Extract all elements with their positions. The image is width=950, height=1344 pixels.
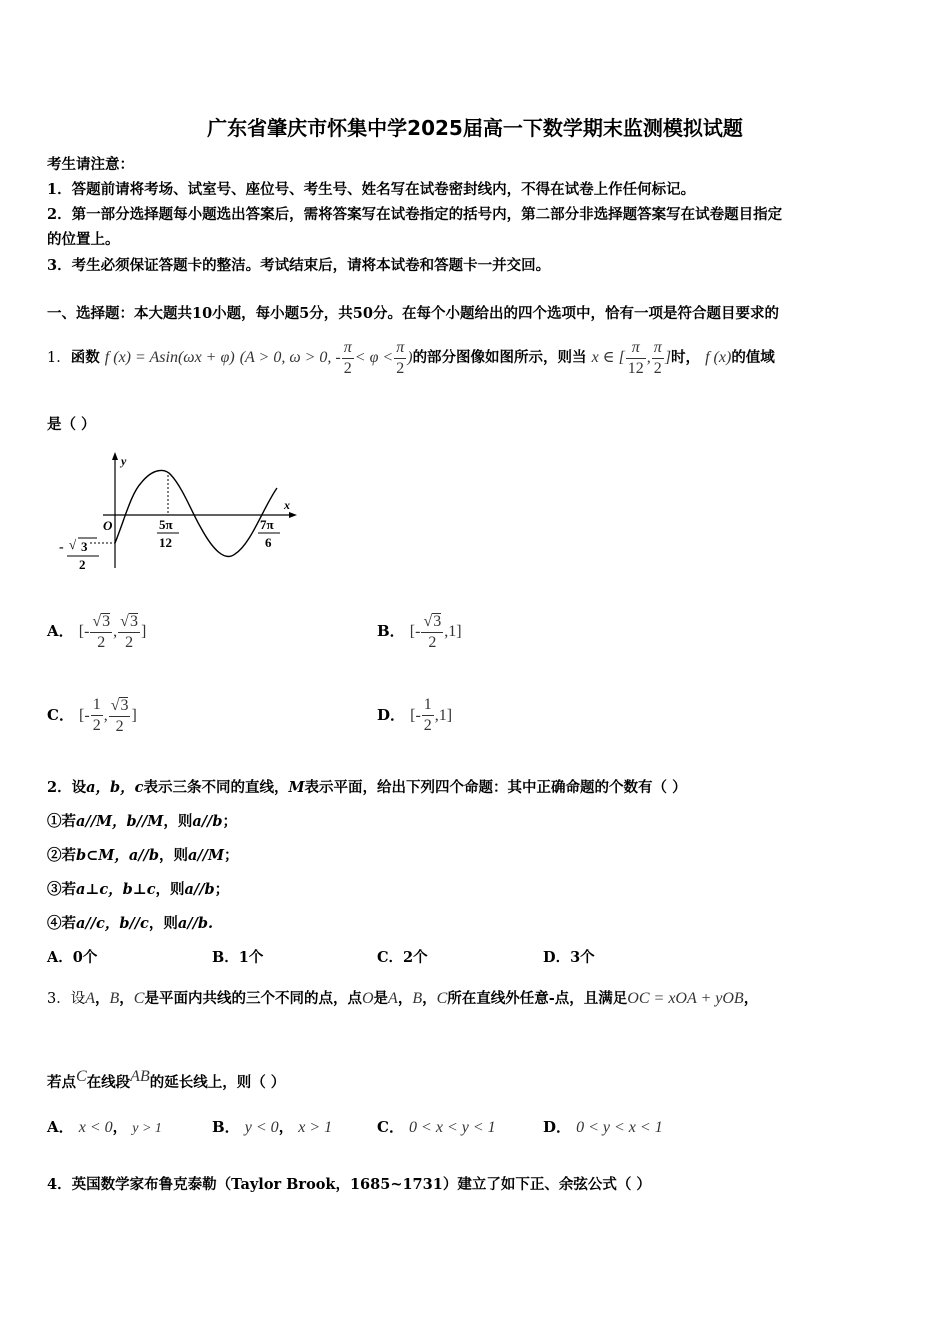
q2-p-then: ，则 — [158, 847, 188, 864]
q2-p-concl: a//b — [192, 813, 223, 830]
opt-open: [- — [79, 707, 90, 724]
q3-lead: 3．设 — [47, 991, 86, 1007]
question-2-stem — [47, 776, 687, 797]
q2-p-cond: a//c，b//c — [76, 915, 149, 932]
den: 2 — [115, 717, 124, 735]
q2-lines: a，b，c — [86, 779, 144, 796]
frac-den: 2 — [396, 359, 405, 377]
neg-sign: - — [59, 540, 64, 555]
q2-p-end: ； — [224, 847, 239, 864]
q2-p-end: ； — [214, 881, 230, 898]
den: 2 — [97, 633, 106, 651]
q2-lead: 2．设 — [47, 779, 87, 796]
q3-option-b[interactable] — [212, 1112, 332, 1143]
frac-num: π — [342, 340, 354, 359]
sine-curve — [115, 470, 277, 556]
q1-fx: f (x) — [705, 349, 732, 366]
q3-comma: ， — [119, 990, 134, 1007]
q3-line2 — [47, 1062, 285, 1098]
q1-func: f (x) = Asin(ωx + φ) — [104, 349, 235, 366]
frac-den: 12 — [627, 359, 644, 377]
num: 1 — [91, 697, 103, 716]
question-3-stem — [47, 984, 758, 1014]
q3-point-c: C — [436, 990, 448, 1007]
question-4-stem: 4．英国数学家布鲁克泰勒（Taylor Brook，1685~1731）建立了如下正、余弦公式（ ） — [47, 1176, 651, 1193]
opt-sep: , — [103, 707, 108, 724]
q3-point-c: C — [133, 990, 145, 1007]
q3-line2-b: 在线段 — [86, 1074, 131, 1091]
opt-sep: ， — [112, 1119, 128, 1136]
q3-seg2: 是 — [373, 990, 389, 1007]
q3-option-c[interactable] — [377, 1112, 496, 1143]
opt-sep: ， — [278, 1119, 294, 1136]
tick-7pi-num: 7π — [260, 517, 274, 532]
frac-1-2 — [422, 697, 434, 734]
frac-den: 2 — [343, 359, 352, 377]
q1-cond-a: (A > 0, ω > 0, - — [239, 349, 341, 366]
q3-option-a[interactable] — [47, 1112, 162, 1144]
q3-point-a: A — [388, 990, 398, 1007]
notice-item-2-cont: 的位置上。 — [47, 231, 120, 248]
neg-radical: √ — [69, 537, 77, 552]
q3-option-d[interactable] — [543, 1112, 663, 1143]
question-1-stem — [47, 336, 775, 380]
q3-point-b: B — [109, 990, 120, 1007]
frac-den: 2 — [653, 359, 662, 377]
notice-item-1: 1．答题前请将考场、试室号、座位号、考生号、姓名写在试卷密封线内，不得在试卷上作任何标记。 — [47, 181, 696, 198]
den: 2 — [125, 633, 134, 651]
tick-5pi-den: 12 — [159, 535, 172, 550]
option-label: A． — [47, 622, 74, 640]
q2-tail: 表示平面，给出下列四个命题：其中正确命题的个数有（ ） — [304, 779, 687, 796]
q1-bracket-close: ] — [664, 349, 672, 366]
q1-frac-3 — [626, 340, 646, 377]
q1-interval — [591, 338, 672, 377]
frac-num: π — [652, 340, 664, 359]
frac-sqrt3-2: $\frac{√3}{2}$ — [423, 612, 442, 651]
opt-open: [- — [410, 707, 421, 724]
opt-expr: 0 < y < x < 1 — [576, 1119, 663, 1136]
den: 2 — [423, 717, 432, 734]
q1-frac-4 — [652, 340, 664, 377]
root: 3 — [120, 696, 129, 714]
notice-heading: 考生请注意： — [47, 156, 134, 173]
q2-p-concl: a//b. — [177, 915, 214, 932]
y-axis-arrow — [112, 452, 118, 460]
q2-proposition-2 — [47, 844, 239, 865]
q3-point-a: A — [85, 990, 96, 1007]
option-label: C． — [377, 1118, 404, 1136]
q2-p-lead: ③若 — [47, 881, 76, 898]
notice-item-3: 3．考生必须保证答题卡的整洁。考试结束后，请将本试卷和答题卡一并交回。 — [47, 257, 551, 274]
opt-expr: x < 0 — [78, 1119, 113, 1136]
option-label: D． — [543, 1118, 572, 1136]
q3-seg1: 是平面内共线的三个不同的点，点 — [144, 990, 362, 1007]
q1-option-b[interactable] — [377, 606, 462, 657]
q2-option-d[interactable]: D．3个 — [543, 949, 595, 966]
q1-frac-2 — [394, 340, 406, 377]
opt-open: [- — [409, 623, 421, 640]
q1-comma: , — [646, 349, 651, 366]
neg-root: 3 — [81, 539, 88, 554]
opt-tail: ,1] — [444, 623, 462, 640]
q3-point-c: C — [76, 1068, 87, 1085]
opt-sep: , — [113, 623, 118, 640]
q2-p-then: ，则 — [163, 813, 193, 830]
q2-option-b[interactable]: B．1个 — [212, 949, 264, 966]
q3-seg3: 所在直线外任意-点，且满足 — [447, 990, 628, 1007]
frac-sqrt3-2: $\frac{√3}{2}$ — [120, 612, 138, 651]
root: 3 — [433, 612, 442, 630]
origin-label: O — [103, 518, 113, 533]
q1-lt-phi: < φ < — [354, 349, 394, 366]
q1-number: 1． — [47, 350, 71, 366]
q1-sine-graph — [55, 448, 305, 574]
q2-proposition-4 — [47, 912, 213, 933]
frac-sqrt3-2: $\frac{√3}{2}$ — [110, 696, 129, 735]
frac-num: π — [626, 340, 646, 359]
page-title: 广东省肇庆市怀集中学2025届高一下数学期末监测模拟试题 — [207, 116, 743, 140]
q3-comma-end: ， — [743, 990, 759, 1007]
option-label: C． — [47, 706, 74, 724]
root: 3 — [102, 612, 111, 630]
q3-comma: ， — [95, 990, 110, 1007]
q1-frac-1 — [342, 340, 354, 377]
q3-point-o: O — [361, 990, 374, 1007]
option-label: D． — [377, 706, 406, 724]
q2-p-lead: ④若 — [47, 915, 76, 932]
x-label: x — [284, 498, 290, 512]
q3-point-b: B — [412, 990, 423, 1007]
q2-p-then: ，则 — [155, 881, 185, 898]
opt-open: [- — [78, 623, 90, 640]
q2-p-cond: b⊂M，a//b — [76, 847, 159, 864]
q2-proposition-1 — [47, 810, 237, 831]
den: 2 — [92, 717, 101, 734]
opt-tail: ,1] — [434, 707, 453, 724]
q1-tail: 的值域 — [731, 349, 775, 366]
den: 2 — [428, 633, 437, 651]
q2-p-end: ； — [222, 813, 237, 830]
q1-x-in: x ∈ [ — [591, 349, 625, 366]
x-axis-arrow — [289, 512, 297, 518]
q2-p-cond: a⊥c，b⊥c — [76, 881, 156, 898]
frac-num: π — [394, 340, 406, 359]
q2-mid: 表示三条不同的直线， — [143, 779, 289, 796]
frac-1-2 — [91, 697, 103, 734]
q3-segment-ab: AB — [130, 1068, 150, 1085]
q2-p-cond: a//M，b//M — [76, 813, 164, 830]
q1-close-paren: ) — [407, 349, 413, 366]
q3-vector-formula: OC = xOA + yOB — [627, 990, 744, 1007]
q2-p-lead: ②若 — [47, 847, 76, 864]
q2-option-c[interactable]: C．2个 — [377, 949, 428, 966]
q1-pre: 函数 — [70, 349, 100, 366]
q3-line2-c: 的延长线上，则（ ） — [149, 1074, 286, 1091]
q1-option-a[interactable] — [47, 606, 146, 657]
notice-item-2: 2．第一部分选择题每小题选出答案后，需将答案写在试卷指定的括号内，第二部分非选择题答案写在试卷题目指定 — [47, 206, 783, 223]
q2-proposition-3 — [47, 878, 229, 899]
q1-option-c[interactable] — [47, 690, 137, 741]
q1-shi: 时， — [671, 349, 701, 366]
tick-7pi-den: 6 — [265, 535, 272, 550]
root: 3 — [129, 612, 138, 630]
q2-p-lead: ①若 — [47, 813, 76, 830]
opt-close: ] — [140, 623, 147, 640]
frac-sqrt3-2: $\frac{√3}{2}$ — [92, 612, 111, 651]
q1-option-d[interactable] — [377, 690, 452, 741]
q2-p-concl: a//b — [184, 881, 215, 898]
opt-close: ] — [131, 707, 137, 724]
q3-comma: ， — [422, 990, 437, 1007]
option-label: B． — [212, 1118, 240, 1136]
opt-expr: y < 0 — [244, 1119, 279, 1136]
q3-comma: ， — [397, 990, 413, 1007]
option-label: A． — [47, 1118, 74, 1136]
opt-expr: x > 1 — [298, 1119, 333, 1136]
section-heading: 一、选择题：本大题共10小题，每小题5分，共50分。在每个小题给出的四个选项中，恰有一项是符合题目要求的 — [47, 305, 779, 322]
num: 1 — [422, 697, 434, 716]
q1-mid: 的部分图像如图所示，则当 — [412, 349, 587, 366]
q3-line2-a: 若点 — [47, 1074, 76, 1091]
tick-5pi-num: 5π — [159, 517, 173, 532]
q1-cond — [239, 338, 413, 377]
q2-p-then: ，则 — [148, 915, 178, 932]
q2-plane: M — [288, 779, 305, 796]
opt-expr: 0 < x < y < 1 — [409, 1119, 496, 1136]
neg-den: 2 — [79, 557, 86, 572]
option-label: B． — [377, 622, 405, 640]
y-label: y — [121, 454, 127, 468]
q1-line2: 是（ ） — [47, 416, 96, 433]
q2-p-concl: a//M — [187, 847, 225, 864]
opt-expr: y > 1 — [132, 1121, 162, 1136]
q2-option-a[interactable]: A．0个 — [47, 949, 98, 966]
